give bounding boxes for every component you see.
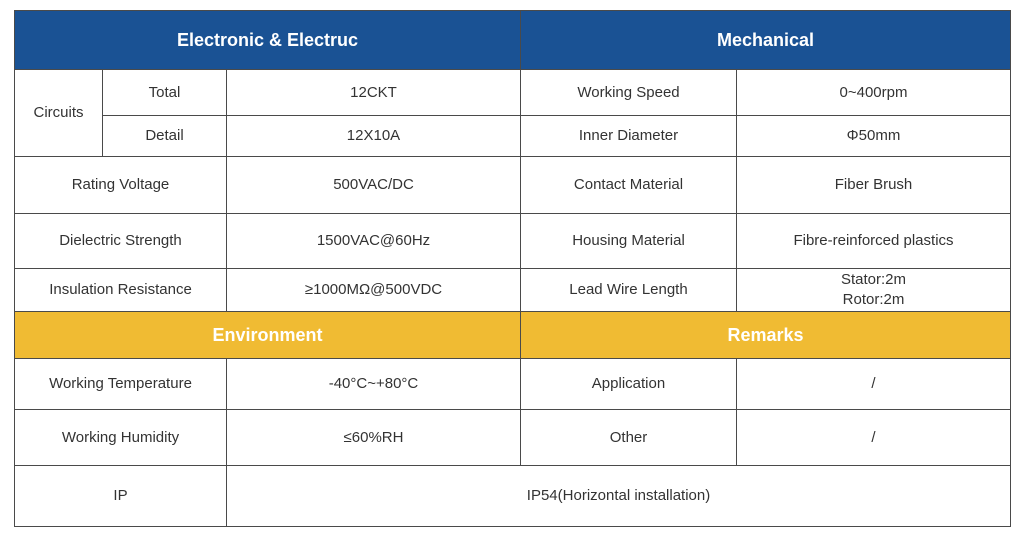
table-row — [15, 70, 1011, 116]
section-header-environment: Environment — [15, 312, 521, 359]
rating-voltage-value: 500VAC/DC — [227, 157, 521, 214]
spec-table — [14, 10, 1011, 527]
lead-wire-rotor: Rotor:2m — [842, 291, 905, 308]
inner-diameter-value: Φ50mm — [737, 116, 1011, 157]
other-label: Other — [521, 410, 737, 466]
table-row — [15, 359, 1011, 410]
other-value: / — [737, 410, 1011, 466]
dielectric-strength-label: Dielectric Strength — [15, 214, 227, 269]
section-header-mechanical: Mechanical — [521, 11, 1011, 70]
dielectric-strength-value: 1500VAC@60Hz — [227, 214, 521, 269]
total-label: Total — [103, 70, 227, 116]
table-row — [15, 269, 1011, 312]
detail-label: Detail — [103, 116, 227, 157]
header-row-top — [15, 11, 1011, 70]
table-row — [15, 214, 1011, 269]
application-label: Application — [521, 359, 737, 410]
ip-label: IP — [15, 466, 227, 527]
working-humidity-label: Working Humidity — [15, 410, 227, 466]
working-speed-label: Working Speed — [521, 70, 737, 116]
application-value: / — [737, 359, 1011, 410]
contact-material-label: Contact Material — [521, 157, 737, 214]
insulation-resistance-label: Insulation Resistance — [15, 269, 227, 312]
header-row-middle — [15, 312, 1011, 359]
working-humidity-value: ≤60%RH — [227, 410, 521, 466]
circuits-label: Circuits — [15, 70, 103, 157]
inner-diameter-label: Inner Diameter — [521, 116, 737, 157]
working-speed-value: 0~400rpm — [737, 70, 1011, 116]
section-header-remarks: Remarks — [521, 312, 1011, 359]
table-row — [15, 466, 1011, 527]
insulation-resistance-value: ≥1000MΩ@500VDC — [227, 269, 521, 312]
table-row — [15, 157, 1011, 214]
housing-material-label: Housing Material — [521, 214, 737, 269]
detail-value: 12X10A — [227, 116, 521, 157]
lead-wire-stator: Stator:2m — [840, 271, 907, 288]
housing-material-value: Fibre-reinforced plastics — [737, 214, 1011, 269]
working-temperature-value: -40°C~+80°C — [227, 359, 521, 410]
section-header-electronic: Electronic & Electruc — [15, 11, 521, 70]
table-row — [15, 116, 1011, 157]
lead-wire-length-label: Lead Wire Length — [521, 269, 737, 312]
rating-voltage-label: Rating Voltage — [15, 157, 227, 214]
total-value: 12CKT — [227, 70, 521, 116]
lead-wire-length-value — [737, 269, 1011, 312]
working-temperature-label: Working Temperature — [15, 359, 227, 410]
ip-value: IP54(Horizontal installation) — [227, 466, 1011, 527]
table-row — [15, 410, 1011, 466]
contact-material-value: Fiber Brush — [737, 157, 1011, 214]
